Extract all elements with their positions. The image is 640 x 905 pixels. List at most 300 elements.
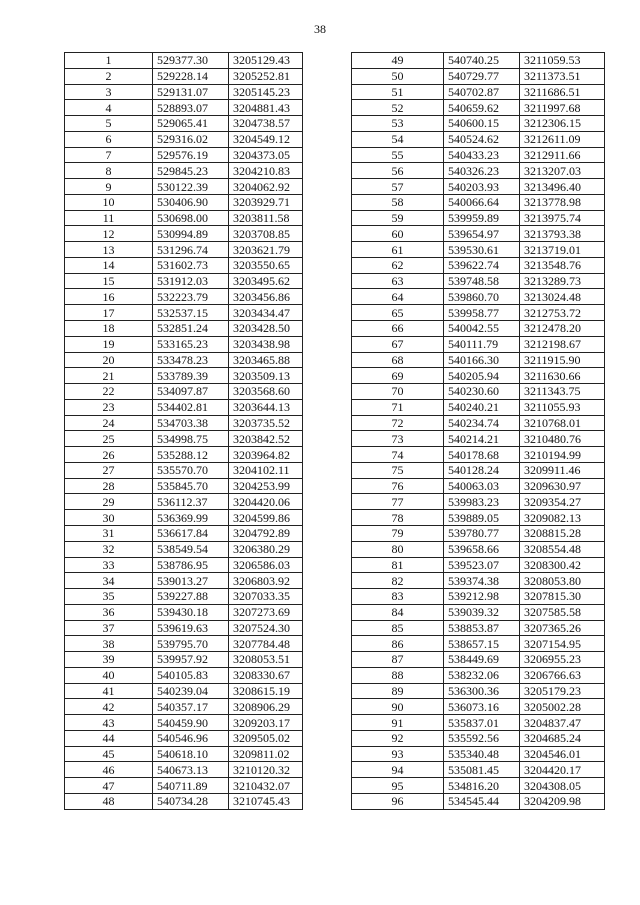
x-coordinate: 534402.81 xyxy=(153,399,229,415)
point-number: 37 xyxy=(65,620,153,636)
point-number: 78 xyxy=(352,510,444,526)
table-row xyxy=(65,100,303,116)
table-row xyxy=(352,746,605,762)
table-row xyxy=(65,746,303,762)
table-row xyxy=(65,715,303,731)
y-coordinate: 3212911.66 xyxy=(520,147,605,163)
point-number: 62 xyxy=(352,257,444,273)
y-coordinate: 3212611.09 xyxy=(520,131,605,147)
x-coordinate: 540659.62 xyxy=(444,100,520,116)
table-row xyxy=(65,620,303,636)
table-row xyxy=(352,793,605,809)
y-coordinate: 3207585.58 xyxy=(520,604,605,620)
point-number: 65 xyxy=(352,305,444,321)
point-number: 84 xyxy=(352,604,444,620)
table-row xyxy=(65,116,303,132)
table-row xyxy=(65,462,303,478)
y-coordinate: 3213496.40 xyxy=(520,179,605,195)
y-coordinate: 3203550.65 xyxy=(229,257,303,273)
table-row xyxy=(352,210,605,226)
y-coordinate: 3203434.47 xyxy=(229,305,303,321)
y-coordinate: 3211686.51 xyxy=(520,84,605,100)
point-number: 10 xyxy=(65,194,153,210)
table-row xyxy=(352,321,605,337)
y-coordinate: 3213207.03 xyxy=(520,163,605,179)
point-number: 59 xyxy=(352,210,444,226)
point-number: 21 xyxy=(65,368,153,384)
point-number: 72 xyxy=(352,415,444,431)
table-row xyxy=(352,147,605,163)
x-coordinate: 530994.89 xyxy=(153,226,229,242)
table-row xyxy=(65,368,303,384)
point-number: 15 xyxy=(65,273,153,289)
y-coordinate: 3205129.43 xyxy=(229,53,303,69)
point-number: 64 xyxy=(352,289,444,305)
point-number: 55 xyxy=(352,147,444,163)
table-row xyxy=(352,289,605,305)
x-coordinate: 531602.73 xyxy=(153,257,229,273)
coordinates-table-right xyxy=(351,52,605,810)
point-number: 26 xyxy=(65,447,153,463)
x-coordinate: 540673.13 xyxy=(153,762,229,778)
x-coordinate: 540178.68 xyxy=(444,447,520,463)
point-number: 24 xyxy=(65,415,153,431)
point-number: 86 xyxy=(352,636,444,652)
table-row xyxy=(352,541,605,557)
table-row xyxy=(352,84,605,100)
point-number: 83 xyxy=(352,589,444,605)
table-row xyxy=(352,636,605,652)
x-coordinate: 534816.20 xyxy=(444,778,520,794)
y-coordinate: 3205252.81 xyxy=(229,68,303,84)
y-coordinate: 3207154.95 xyxy=(520,636,605,652)
x-coordinate: 528893.07 xyxy=(153,100,229,116)
y-coordinate: 3203811.58 xyxy=(229,210,303,226)
y-coordinate: 3203621.79 xyxy=(229,242,303,258)
point-number: 35 xyxy=(65,589,153,605)
point-number: 17 xyxy=(65,305,153,321)
table-row xyxy=(352,163,605,179)
y-coordinate: 3213289.73 xyxy=(520,273,605,289)
x-coordinate: 533789.39 xyxy=(153,368,229,384)
x-coordinate: 539795.70 xyxy=(153,636,229,652)
table-row xyxy=(65,478,303,494)
y-coordinate: 3209911.46 xyxy=(520,462,605,478)
point-number: 91 xyxy=(352,715,444,731)
y-coordinate: 3208815.28 xyxy=(520,525,605,541)
table-row xyxy=(65,636,303,652)
x-coordinate: 535845.70 xyxy=(153,478,229,494)
point-number: 75 xyxy=(352,462,444,478)
y-coordinate: 3205145.23 xyxy=(229,84,303,100)
x-coordinate: 540459.90 xyxy=(153,715,229,731)
x-coordinate: 539227.88 xyxy=(153,589,229,605)
y-coordinate: 3211059.53 xyxy=(520,53,605,69)
y-coordinate: 3204308.05 xyxy=(520,778,605,794)
x-coordinate: 539983.23 xyxy=(444,494,520,510)
x-coordinate: 540326.23 xyxy=(444,163,520,179)
x-coordinate: 539958.77 xyxy=(444,305,520,321)
table-row xyxy=(352,525,605,541)
y-coordinate: 3203456.86 xyxy=(229,289,303,305)
x-coordinate: 533165.23 xyxy=(153,336,229,352)
table-row xyxy=(352,510,605,526)
point-number: 58 xyxy=(352,194,444,210)
y-coordinate: 3213778.98 xyxy=(520,194,605,210)
table-row xyxy=(352,762,605,778)
y-coordinate: 3207524.30 xyxy=(229,620,303,636)
y-coordinate: 3209630.97 xyxy=(520,478,605,494)
table-row xyxy=(352,273,605,289)
point-number: 18 xyxy=(65,321,153,337)
point-number: 9 xyxy=(65,179,153,195)
table-row xyxy=(65,557,303,573)
x-coordinate: 532537.15 xyxy=(153,305,229,321)
point-number: 16 xyxy=(65,289,153,305)
y-coordinate: 3208906.29 xyxy=(229,699,303,715)
x-coordinate: 540702.87 xyxy=(444,84,520,100)
y-coordinate: 3206766.63 xyxy=(520,667,605,683)
point-number: 25 xyxy=(65,431,153,447)
point-number: 90 xyxy=(352,699,444,715)
x-coordinate: 540205.94 xyxy=(444,368,520,384)
table-row xyxy=(65,289,303,305)
table-row xyxy=(65,762,303,778)
point-number: 53 xyxy=(352,116,444,132)
table-row xyxy=(352,305,605,321)
point-number: 76 xyxy=(352,478,444,494)
table-row xyxy=(65,84,303,100)
table-row xyxy=(352,620,605,636)
y-coordinate: 3211343.75 xyxy=(520,384,605,400)
point-number: 77 xyxy=(352,494,444,510)
x-coordinate: 529316.02 xyxy=(153,131,229,147)
x-coordinate: 539523.07 xyxy=(444,557,520,573)
y-coordinate: 3207784.48 xyxy=(229,636,303,652)
point-number: 51 xyxy=(352,84,444,100)
x-coordinate: 539430.18 xyxy=(153,604,229,620)
point-number: 32 xyxy=(65,541,153,557)
y-coordinate: 3204599.86 xyxy=(229,510,303,526)
point-number: 5 xyxy=(65,116,153,132)
y-coordinate: 3208330.67 xyxy=(229,667,303,683)
table-row xyxy=(352,431,605,447)
x-coordinate: 538449.69 xyxy=(444,652,520,668)
x-coordinate: 540240.21 xyxy=(444,399,520,415)
x-coordinate: 535081.45 xyxy=(444,762,520,778)
y-coordinate: 3206803.92 xyxy=(229,573,303,589)
table-row xyxy=(65,667,303,683)
x-coordinate: 540524.62 xyxy=(444,131,520,147)
point-number: 14 xyxy=(65,257,153,273)
point-number: 52 xyxy=(352,100,444,116)
table-row xyxy=(65,194,303,210)
point-number: 43 xyxy=(65,715,153,731)
point-number: 92 xyxy=(352,730,444,746)
y-coordinate: 3204420.06 xyxy=(229,494,303,510)
table-row xyxy=(65,179,303,195)
table-row xyxy=(65,525,303,541)
table-row xyxy=(65,778,303,794)
point-number: 48 xyxy=(65,793,153,809)
y-coordinate: 3210745.43 xyxy=(229,793,303,809)
point-number: 29 xyxy=(65,494,153,510)
table-row xyxy=(65,510,303,526)
y-coordinate: 3209082.13 xyxy=(520,510,605,526)
y-coordinate: 3213975.74 xyxy=(520,210,605,226)
y-coordinate: 3208053.51 xyxy=(229,652,303,668)
table-row xyxy=(65,131,303,147)
x-coordinate: 540234.74 xyxy=(444,415,520,431)
page-number: 38 xyxy=(314,22,326,36)
point-number: 45 xyxy=(65,746,153,762)
point-number: 60 xyxy=(352,226,444,242)
table-row xyxy=(65,68,303,84)
x-coordinate: 540063.03 xyxy=(444,478,520,494)
table-row xyxy=(352,179,605,195)
table-row xyxy=(65,352,303,368)
y-coordinate: 3204373.05 xyxy=(229,147,303,163)
y-coordinate: 3212198.67 xyxy=(520,336,605,352)
table-row xyxy=(65,683,303,699)
point-number: 73 xyxy=(352,431,444,447)
x-coordinate: 540203.93 xyxy=(444,179,520,195)
y-coordinate: 3211373.51 xyxy=(520,68,605,84)
point-number: 74 xyxy=(352,447,444,463)
x-coordinate: 531296.74 xyxy=(153,242,229,258)
table-row xyxy=(65,210,303,226)
y-coordinate: 3205179.23 xyxy=(520,683,605,699)
x-coordinate: 536300.36 xyxy=(444,683,520,699)
x-coordinate: 529576.19 xyxy=(153,147,229,163)
point-number: 22 xyxy=(65,384,153,400)
point-number: 88 xyxy=(352,667,444,683)
point-number: 11 xyxy=(65,210,153,226)
point-number: 85 xyxy=(352,620,444,636)
point-number: 66 xyxy=(352,321,444,337)
x-coordinate: 538786.95 xyxy=(153,557,229,573)
table-row xyxy=(65,447,303,463)
x-coordinate: 529065.41 xyxy=(153,116,229,132)
point-number: 34 xyxy=(65,573,153,589)
y-coordinate: 3209354.27 xyxy=(520,494,605,510)
y-coordinate: 3210120.32 xyxy=(229,762,303,778)
table-row xyxy=(352,415,605,431)
table-row xyxy=(65,541,303,557)
y-coordinate: 3204546.01 xyxy=(520,746,605,762)
y-coordinate: 3207273.69 xyxy=(229,604,303,620)
table-row xyxy=(65,226,303,242)
point-number: 46 xyxy=(65,762,153,778)
table-row xyxy=(65,257,303,273)
table-row xyxy=(65,730,303,746)
table-row xyxy=(352,699,605,715)
point-number: 47 xyxy=(65,778,153,794)
y-coordinate: 3206955.23 xyxy=(520,652,605,668)
table-row xyxy=(352,778,605,794)
x-coordinate: 540740.25 xyxy=(444,53,520,69)
x-coordinate: 540111.79 xyxy=(444,336,520,352)
table-row xyxy=(65,604,303,620)
y-coordinate: 3203644.13 xyxy=(229,399,303,415)
table-row xyxy=(65,384,303,400)
y-coordinate: 3204881.43 xyxy=(229,100,303,116)
x-coordinate: 540166.30 xyxy=(444,352,520,368)
y-coordinate: 3207815.30 xyxy=(520,589,605,605)
point-number: 38 xyxy=(65,636,153,652)
table-row xyxy=(352,667,605,683)
point-number: 40 xyxy=(65,667,153,683)
point-number: 3 xyxy=(65,84,153,100)
table-row xyxy=(352,604,605,620)
point-number: 31 xyxy=(65,525,153,541)
x-coordinate: 530698.00 xyxy=(153,210,229,226)
x-coordinate: 531912.03 xyxy=(153,273,229,289)
table-row xyxy=(65,147,303,163)
x-coordinate: 539860.70 xyxy=(444,289,520,305)
y-coordinate: 3210480.76 xyxy=(520,431,605,447)
x-coordinate: 538657.15 xyxy=(444,636,520,652)
coordinates-table-left xyxy=(64,52,303,810)
y-coordinate: 3203708.85 xyxy=(229,226,303,242)
x-coordinate: 532851.24 xyxy=(153,321,229,337)
point-number: 23 xyxy=(65,399,153,415)
x-coordinate: 536073.16 xyxy=(444,699,520,715)
x-coordinate: 538853.87 xyxy=(444,620,520,636)
table-row xyxy=(352,368,605,384)
y-coordinate: 3206380.29 xyxy=(229,541,303,557)
point-number: 30 xyxy=(65,510,153,526)
x-coordinate: 532223.79 xyxy=(153,289,229,305)
y-coordinate: 3210194.99 xyxy=(520,447,605,463)
x-coordinate: 534097.87 xyxy=(153,384,229,400)
y-coordinate: 3203438.98 xyxy=(229,336,303,352)
table-row xyxy=(352,399,605,415)
y-coordinate: 3204420.17 xyxy=(520,762,605,778)
table-row xyxy=(65,652,303,668)
x-coordinate: 535592.56 xyxy=(444,730,520,746)
table-row xyxy=(352,478,605,494)
x-coordinate: 539622.74 xyxy=(444,257,520,273)
y-coordinate: 3210768.01 xyxy=(520,415,605,431)
x-coordinate: 540357.17 xyxy=(153,699,229,715)
point-number: 80 xyxy=(352,541,444,557)
point-number: 12 xyxy=(65,226,153,242)
x-coordinate: 534545.44 xyxy=(444,793,520,809)
y-coordinate: 3213024.48 xyxy=(520,289,605,305)
x-coordinate: 539530.61 xyxy=(444,242,520,258)
table-row xyxy=(65,305,303,321)
point-number: 95 xyxy=(352,778,444,794)
point-number: 49 xyxy=(352,53,444,69)
x-coordinate: 539959.89 xyxy=(444,210,520,226)
table-row xyxy=(65,163,303,179)
x-coordinate: 533478.23 xyxy=(153,352,229,368)
y-coordinate: 3203568.60 xyxy=(229,384,303,400)
table-row xyxy=(352,68,605,84)
point-number: 71 xyxy=(352,399,444,415)
x-coordinate: 530122.39 xyxy=(153,179,229,195)
y-coordinate: 3206586.03 xyxy=(229,557,303,573)
table-row xyxy=(352,462,605,478)
point-number: 68 xyxy=(352,352,444,368)
point-number: 70 xyxy=(352,384,444,400)
table-row xyxy=(352,131,605,147)
table-row xyxy=(352,116,605,132)
table-row xyxy=(352,573,605,589)
x-coordinate: 540042.55 xyxy=(444,321,520,337)
x-coordinate: 540128.24 xyxy=(444,462,520,478)
table-row xyxy=(65,53,303,69)
x-coordinate: 534703.38 xyxy=(153,415,229,431)
table-row xyxy=(352,494,605,510)
y-coordinate: 3213548.76 xyxy=(520,257,605,273)
y-coordinate: 3207033.35 xyxy=(229,589,303,605)
x-coordinate: 536112.37 xyxy=(153,494,229,510)
y-coordinate: 3204209.98 xyxy=(520,793,605,809)
x-coordinate: 538549.54 xyxy=(153,541,229,557)
x-coordinate: 529377.30 xyxy=(153,53,229,69)
table-row xyxy=(65,589,303,605)
y-coordinate: 3209505.02 xyxy=(229,730,303,746)
y-coordinate: 3211630.66 xyxy=(520,368,605,384)
point-number: 8 xyxy=(65,163,153,179)
x-coordinate: 529228.14 xyxy=(153,68,229,84)
y-coordinate: 3203964.82 xyxy=(229,447,303,463)
y-coordinate: 3212306.15 xyxy=(520,116,605,132)
table-row xyxy=(65,415,303,431)
x-coordinate: 539658.66 xyxy=(444,541,520,557)
x-coordinate: 539374.38 xyxy=(444,573,520,589)
y-coordinate: 3203842.52 xyxy=(229,431,303,447)
point-number: 79 xyxy=(352,525,444,541)
y-coordinate: 3203465.88 xyxy=(229,352,303,368)
table-row xyxy=(65,431,303,447)
y-coordinate: 3204102.11 xyxy=(229,462,303,478)
table-row xyxy=(352,730,605,746)
table-row xyxy=(352,336,605,352)
point-number: 33 xyxy=(65,557,153,573)
point-number: 42 xyxy=(65,699,153,715)
table-row xyxy=(65,242,303,258)
point-number: 61 xyxy=(352,242,444,258)
y-coordinate: 3205002.28 xyxy=(520,699,605,715)
y-coordinate: 3204738.57 xyxy=(229,116,303,132)
y-coordinate: 3208300.42 xyxy=(520,557,605,573)
x-coordinate: 529131.07 xyxy=(153,84,229,100)
point-number: 69 xyxy=(352,368,444,384)
x-coordinate: 539013.27 xyxy=(153,573,229,589)
y-coordinate: 3204685.24 xyxy=(520,730,605,746)
table-row xyxy=(352,447,605,463)
point-number: 1 xyxy=(65,53,153,69)
x-coordinate: 535340.48 xyxy=(444,746,520,762)
table-row xyxy=(352,194,605,210)
point-number: 19 xyxy=(65,336,153,352)
y-coordinate: 3211055.93 xyxy=(520,399,605,415)
table-row xyxy=(352,652,605,668)
point-number: 50 xyxy=(352,68,444,84)
x-coordinate: 539039.32 xyxy=(444,604,520,620)
y-coordinate: 3204210.83 xyxy=(229,163,303,179)
x-coordinate: 529845.23 xyxy=(153,163,229,179)
point-number: 93 xyxy=(352,746,444,762)
point-number: 89 xyxy=(352,683,444,699)
x-coordinate: 539748.58 xyxy=(444,273,520,289)
point-number: 36 xyxy=(65,604,153,620)
y-coordinate: 3211915.90 xyxy=(520,352,605,368)
y-coordinate: 3210432.07 xyxy=(229,778,303,794)
